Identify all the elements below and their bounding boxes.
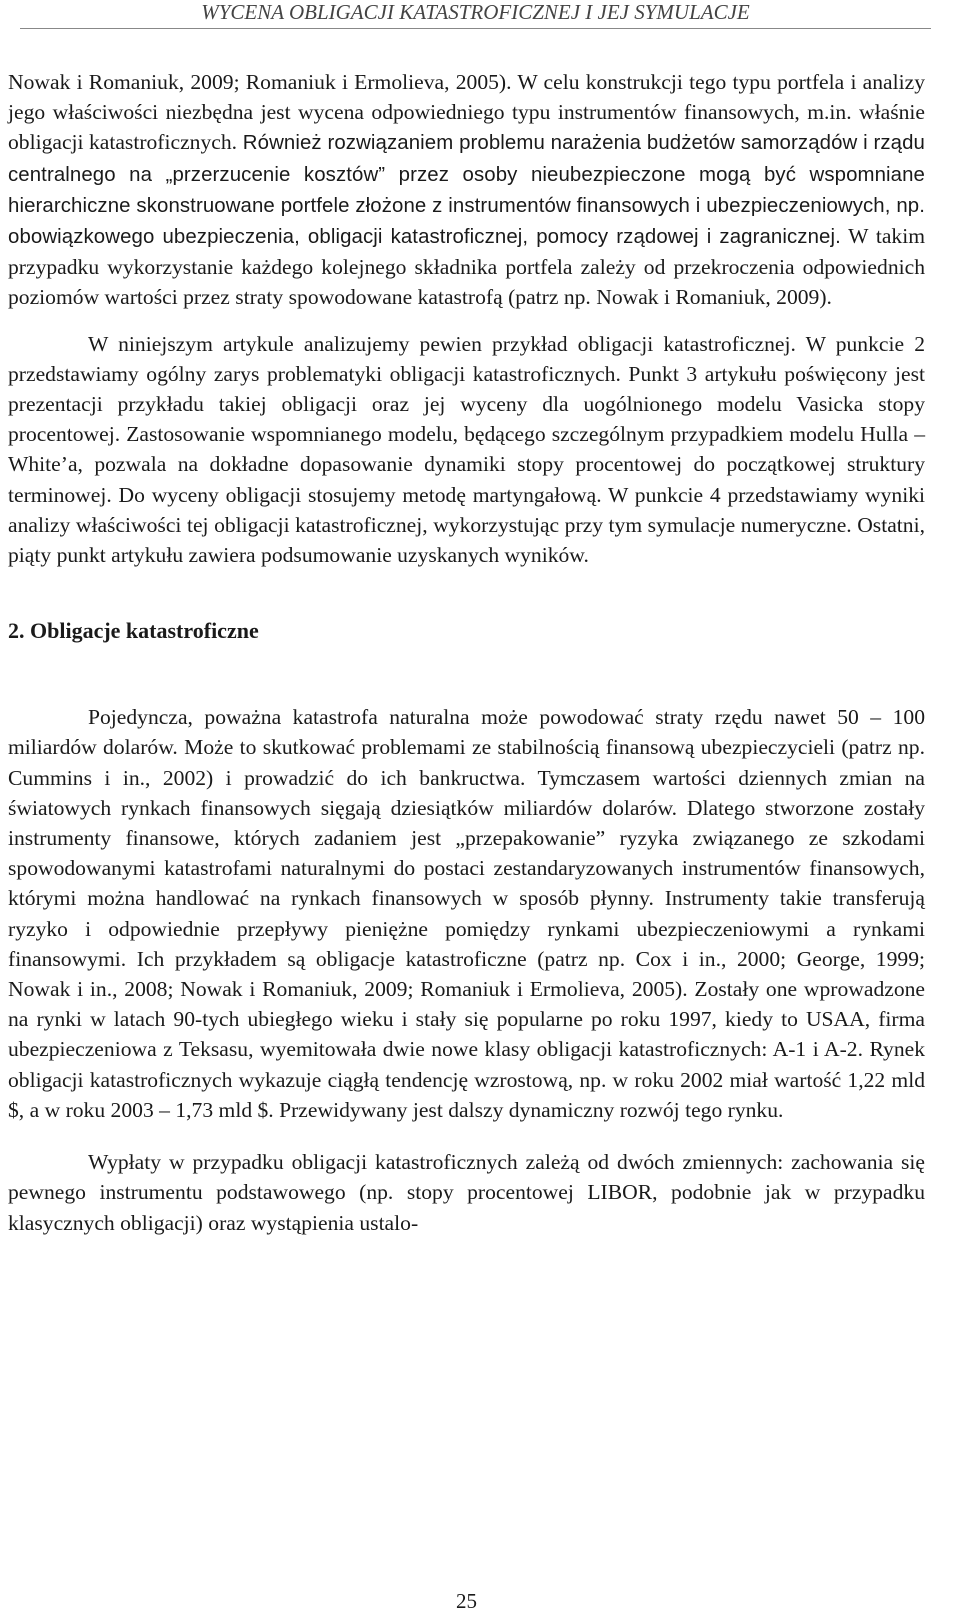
paragraph-text: W takim przypadku wykorzystanie każdego kolejnego składnika portfela zależy od przekroczenia odpowiednich poziomów wartości przez straty spowodowane katastrofą (patrz np. Nowak i Romaniuk, 2009).: [8, 224, 926, 310]
paragraph-article-outline: W niniejszym artykule analizujemy pewien przykład obligacji katastroficznej. W punkcie 2 przedstawiamy ogólny zarys problematyki obligacji katastroficznych. Punkt 3 artykułu poświęcony jest prezentacji przykładu takiej obligacji oraz jej wyceny dla uogólnionego modelu Vasicka stopy procentowej. Zastosowanie wspomnianego modelu, będącego szczególnym przypadkiem modelu Hulla – White’a, pozwala na dokładne dopasowanie dynamiki stopy procentowej do początkowej struktury terminowej. Do wyceny obligacji stosujemy metodę martyngałową. W punkcie 4 przedstawiamy wyniki analizy właściwości tej obligacji katastroficznej, wykorzystując przy tym symulacje numeryczne. Ostatni, piąty punkt artykułu zawiera podsumowanie uzyskanych wyników.: [8, 331, 925, 568]
paragraph-text: Nowak i Romaniuk, 2009; Romaniuk i Ermolieva, 2005). W celu konstrukcji tego typu portfela i analizy jego właściwości niezbędna jest wycena odpowiedniego typu instrumentów finansowych, m.in. właśnie obligacji katastroficznych.: [8, 70, 925, 155]
section-heading: 2. Obligacje katastroficzne: [8, 618, 259, 644]
paragraph-catastrophe-bonds: Pojedyncza, poważna katastrofa naturalna może powodować straty rzędu nawet 50 – 100 miliardów dolarów. Może to skutkować problemami ze stabilnością finansową ubezpieczycieli (patrz np. Cummins i in., 2002) i prowadzić do ich bankructwa. Tymczasem wartości dziennych zmian na światowych rynkach finansowych sięgają dziesiątków miliardów dolarów. Dlatego stworzone zostały instrumenty finansowe, których zadaniem jest „przepakowanie” ryzyka związanego ze szkodami spowodowanymi katastrofami naturalnymi do postaci zestandaryzowanych instrumentów finansowych, którymi można handlować na rynkach finansowych w sposób płynny. Instrumenty takie transferują ryzyko i odpowiednie przepływy pieniężne pomiędzy rynkami ubezpieczeniowymi a rynkami finansowymi. Ich przykładem są obligacje katastroficzne (patrz np. Cox i in., 2000; George, 1999; Nowak i in., 2008; Nowak i Romaniuk, 2009; Romaniuk i Ermolieva, 2005). Zostały one wprowadzone na rynki w latach 90-tych ubiegłego wieku i stały się popularne po roku 1997, kiedy to USAA, firma ubezpieczeniowa z Teksasu, wyemitowała dwie nowe klasy obligacji katastroficznych: A-1 i A-2. Rynek obligacji katastroficznych wykazuje ciągłą tendencję wzrostową, np. w roku 2002 miał wartość 1,22 mld $, a w roku 2003 – 1,73 mld $. Przewidywany jest dalszy dynamiczny rozwój tego rynku.: [8, 705, 925, 1122]
document-page: [8, 0, 925, 1611]
paragraph-payouts: Wypłaty w przypadku obligacji katastroficznych zależą od dwóch zmiennych: zachowania się pewnego instrumentu podstawowego (np. stopy procentowej LIBOR, podobnie jak w przypadku klasycznych obligacji) oraz wystąpienia ustalo-: [8, 1150, 925, 1235]
paragraph-text-sans: Również rozwiązaniem problemu narażenia budżetów samorządów i rządu centralnego na „przerzucenie kosztów” przez osoby nieubezpieczone mogą być wspomniane hierarchiczne skonstruowane portfele złożone z instrumentów finansowych i ubezpieczeniowych, np. obowiązkowego ubezpieczenia, obligacji katastroficznej, pomocy rządowej i zagranicznej.: [8, 132, 926, 249]
paragraph-intro-continuation: [8, 67, 925, 313]
running-header: WYCENA OBLIGACJI KATASTROFICZNEJ I JEJ SYMULACJE: [20, 0, 931, 29]
page-number: 25: [456, 1589, 477, 1613]
